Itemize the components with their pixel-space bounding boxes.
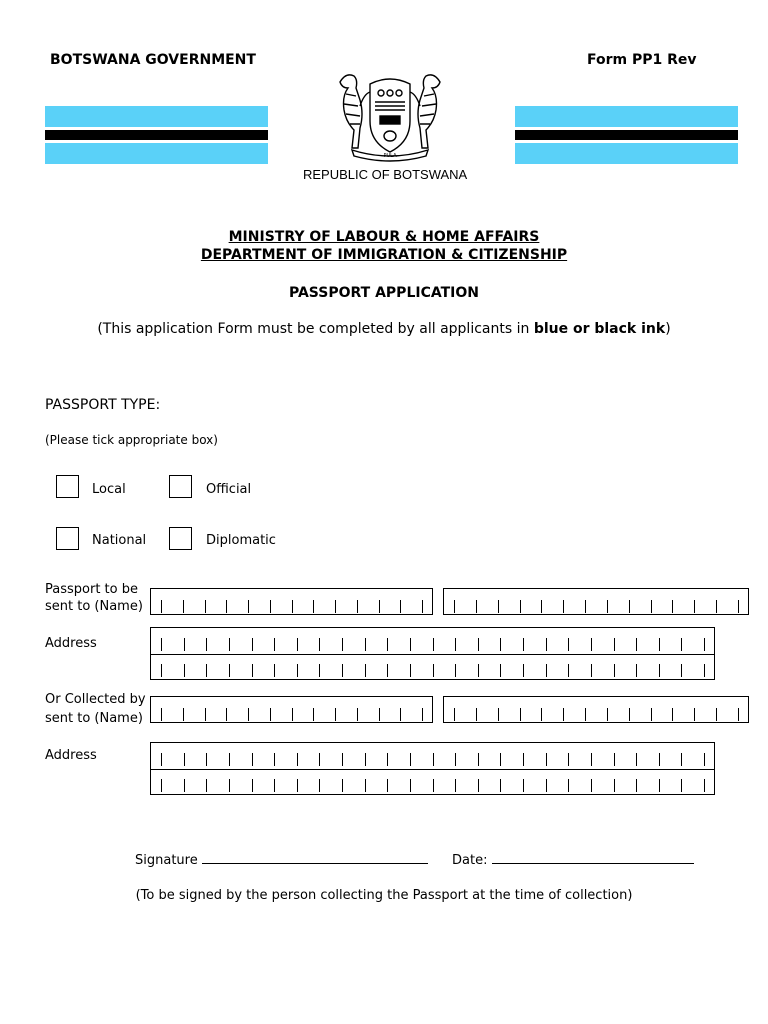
char-tick — [614, 779, 615, 792]
char-tick — [659, 753, 660, 766]
char-tick — [629, 708, 630, 721]
char-tick — [342, 753, 343, 766]
char-tick — [357, 708, 358, 721]
char-tick — [410, 664, 411, 677]
char-tick — [478, 664, 479, 677]
char-tick — [252, 779, 253, 792]
char-tick — [500, 664, 501, 677]
char-ticks — [444, 600, 748, 613]
char-tick — [229, 638, 230, 651]
sent-to-label-line2: sent to (Name) — [45, 599, 143, 614]
char-tick — [563, 708, 564, 721]
char-tick — [672, 600, 673, 613]
char-tick — [636, 664, 637, 677]
date-row — [452, 853, 694, 868]
address-label-2: Address — [45, 748, 97, 763]
char-tick — [248, 600, 249, 613]
address-field[interactable] — [150, 627, 715, 680]
char-tick — [523, 753, 524, 766]
char-ticks — [151, 600, 432, 613]
char-tick — [410, 753, 411, 766]
char-tick — [546, 779, 547, 792]
char-tick — [161, 708, 162, 721]
signature-label: Signature — [135, 853, 198, 868]
char-tick — [546, 664, 547, 677]
ink-instruction: (This application Form must be completed by all applicants in blue or black ink) — [97, 321, 671, 337]
char-tick — [478, 753, 479, 766]
char-tick — [319, 753, 320, 766]
char-tick — [379, 600, 380, 613]
char-tick — [591, 664, 592, 677]
char-tick — [636, 638, 637, 651]
char-tick — [387, 664, 388, 677]
char-tick — [681, 664, 682, 677]
signature-note: (To be signed by the person collecting the Passport at the time of collection) — [135, 888, 633, 903]
char-tick — [454, 708, 455, 721]
collected-by-label-line1: Or Collected by — [45, 692, 146, 707]
char-ticks — [151, 664, 714, 677]
char-tick — [478, 638, 479, 651]
official-checkbox[interactable] — [169, 475, 192, 498]
char-tick — [335, 600, 336, 613]
department-title: DEPARTMENT OF IMMIGRATION & CITIZENSHIP — [200, 247, 568, 263]
char-tick — [704, 664, 705, 677]
char-tick — [568, 664, 569, 677]
char-tick — [651, 600, 652, 613]
char-tick — [319, 664, 320, 677]
passport-type-heading: PASSPORT TYPE: — [45, 397, 161, 413]
char-tick — [433, 638, 434, 651]
char-tick — [681, 779, 682, 792]
char-tick — [161, 638, 162, 651]
char-tick — [498, 708, 499, 721]
right-flag — [515, 106, 738, 164]
char-tick — [274, 638, 275, 651]
char-tick — [206, 753, 207, 766]
char-tick — [274, 664, 275, 677]
char-tick — [206, 638, 207, 651]
char-tick — [704, 779, 705, 792]
char-tick — [454, 600, 455, 613]
char-tick — [563, 600, 564, 613]
char-tick — [568, 638, 569, 651]
botswana-coat-of-arms-icon — [330, 66, 450, 162]
char-tick — [422, 708, 423, 721]
char-tick — [614, 638, 615, 651]
char-tick — [206, 779, 207, 792]
char-tick — [520, 600, 521, 613]
char-tick — [184, 638, 185, 651]
char-tick — [292, 600, 293, 613]
char-tick — [410, 638, 411, 651]
address-label: Address — [45, 636, 97, 651]
sent-to-name-field-2[interactable] — [443, 588, 749, 615]
char-tick — [546, 638, 547, 651]
char-tick — [500, 779, 501, 792]
char-tick — [614, 753, 615, 766]
svg-text:PULA: PULA — [383, 153, 397, 159]
char-tick — [614, 664, 615, 677]
char-tick — [694, 600, 695, 613]
char-tick — [607, 600, 608, 613]
char-tick — [591, 779, 592, 792]
char-tick — [636, 779, 637, 792]
char-tick — [498, 600, 499, 613]
char-tick — [629, 600, 630, 613]
char-tick — [568, 753, 569, 766]
char-tick — [379, 708, 380, 721]
char-tick — [433, 753, 434, 766]
char-tick — [568, 779, 569, 792]
char-tick — [738, 708, 739, 721]
char-tick — [476, 600, 477, 613]
char-tick — [184, 753, 185, 766]
char-tick — [270, 600, 271, 613]
char-tick — [476, 708, 477, 721]
char-tick — [585, 600, 586, 613]
char-tick — [342, 664, 343, 677]
ministry-title: MINISTRY OF LABOUR & HOME AFFAIRS — [228, 229, 540, 245]
char-tick — [455, 779, 456, 792]
char-tick — [161, 600, 162, 613]
char-tick — [229, 753, 230, 766]
char-tick — [738, 600, 739, 613]
char-tick — [229, 664, 230, 677]
local-label: Local — [92, 482, 126, 497]
char-tick — [161, 779, 162, 792]
char-tick — [365, 638, 366, 651]
char-tick — [319, 638, 320, 651]
collected-by-name-field-1[interactable] — [150, 696, 433, 723]
char-tick — [292, 708, 293, 721]
char-ticks — [151, 638, 714, 651]
char-tick — [248, 708, 249, 721]
signature-row — [135, 853, 428, 868]
char-tick — [455, 753, 456, 766]
char-tick — [400, 708, 401, 721]
char-tick — [252, 753, 253, 766]
char-tick — [184, 664, 185, 677]
republic-label: REPUBLIC OF BOTSWANA — [303, 167, 468, 182]
char-tick — [365, 753, 366, 766]
char-tick — [681, 638, 682, 651]
char-tick — [205, 708, 206, 721]
char-tick — [694, 708, 695, 721]
char-tick — [704, 638, 705, 651]
char-tick — [422, 600, 423, 613]
char-tick — [704, 753, 705, 766]
char-tick — [183, 600, 184, 613]
char-tick — [297, 638, 298, 651]
char-ticks — [151, 708, 432, 721]
char-tick — [433, 664, 434, 677]
local-checkbox[interactable] — [56, 475, 79, 498]
char-tick — [205, 600, 206, 613]
char-tick — [716, 708, 717, 721]
char-tick — [252, 638, 253, 651]
char-tick — [591, 753, 592, 766]
char-tick — [433, 779, 434, 792]
char-tick — [546, 753, 547, 766]
left-flag — [45, 106, 268, 164]
national-label: National — [92, 533, 147, 548]
char-tick — [455, 664, 456, 677]
char-tick — [387, 638, 388, 651]
collected-by-name-field-2[interactable] — [443, 696, 749, 723]
char-tick — [297, 779, 298, 792]
char-tick — [659, 638, 660, 651]
char-tick — [297, 753, 298, 766]
char-tick — [541, 600, 542, 613]
char-tick — [591, 638, 592, 651]
char-tick — [523, 779, 524, 792]
char-tick — [478, 779, 479, 792]
date-line[interactable] — [492, 863, 694, 864]
char-tick — [500, 753, 501, 766]
char-tick — [229, 779, 230, 792]
char-tick — [400, 600, 401, 613]
char-tick — [365, 779, 366, 792]
char-tick — [410, 779, 411, 792]
char-tick — [523, 664, 524, 677]
char-tick — [541, 708, 542, 721]
sent-to-label-line1: Passport to be — [45, 582, 138, 597]
char-tick — [357, 600, 358, 613]
national-checkbox[interactable] — [56, 527, 79, 550]
char-tick — [184, 779, 185, 792]
char-ticks — [444, 708, 748, 721]
char-tick — [252, 664, 253, 677]
char-tick — [335, 708, 336, 721]
date-label: Date: — [452, 853, 488, 868]
char-tick — [274, 779, 275, 792]
page-title: PASSPORT APPLICATION — [289, 285, 479, 301]
char-tick — [500, 638, 501, 651]
char-ticks — [151, 779, 714, 792]
char-tick — [520, 708, 521, 721]
char-tick — [672, 708, 673, 721]
char-tick — [523, 638, 524, 651]
diplomatic-checkbox[interactable] — [169, 527, 192, 550]
char-tick — [585, 708, 586, 721]
char-tick — [313, 708, 314, 721]
char-tick — [636, 753, 637, 766]
char-tick — [387, 779, 388, 792]
sent-to-name-field-1[interactable] — [150, 588, 433, 615]
char-tick — [607, 708, 608, 721]
char-ticks — [151, 753, 714, 766]
char-tick — [365, 664, 366, 677]
address-field-2[interactable] — [150, 742, 715, 795]
char-tick — [455, 638, 456, 651]
char-tick — [183, 708, 184, 721]
char-tick — [387, 753, 388, 766]
char-tick — [716, 600, 717, 613]
char-tick — [274, 753, 275, 766]
char-tick — [161, 753, 162, 766]
char-tick — [161, 664, 162, 677]
char-tick — [270, 708, 271, 721]
char-tick — [651, 708, 652, 721]
char-tick — [297, 664, 298, 677]
char-tick — [319, 779, 320, 792]
government-header: BOTSWANA GOVERNMENT — [50, 52, 256, 68]
char-tick — [226, 600, 227, 613]
form-number: Form PP1 Rev — [587, 52, 697, 68]
collected-by-label-line2: sent to (Name) — [45, 711, 143, 726]
diplomatic-label: Diplomatic — [206, 533, 276, 548]
char-tick — [206, 664, 207, 677]
char-tick — [659, 664, 660, 677]
signature-line[interactable] — [202, 863, 428, 864]
char-tick — [342, 779, 343, 792]
tick-hint: (Please tick appropriate box) — [45, 433, 218, 447]
char-tick — [342, 638, 343, 651]
char-tick — [659, 779, 660, 792]
char-tick — [313, 600, 314, 613]
char-tick — [681, 753, 682, 766]
char-tick — [226, 708, 227, 721]
official-label: Official — [206, 482, 252, 497]
